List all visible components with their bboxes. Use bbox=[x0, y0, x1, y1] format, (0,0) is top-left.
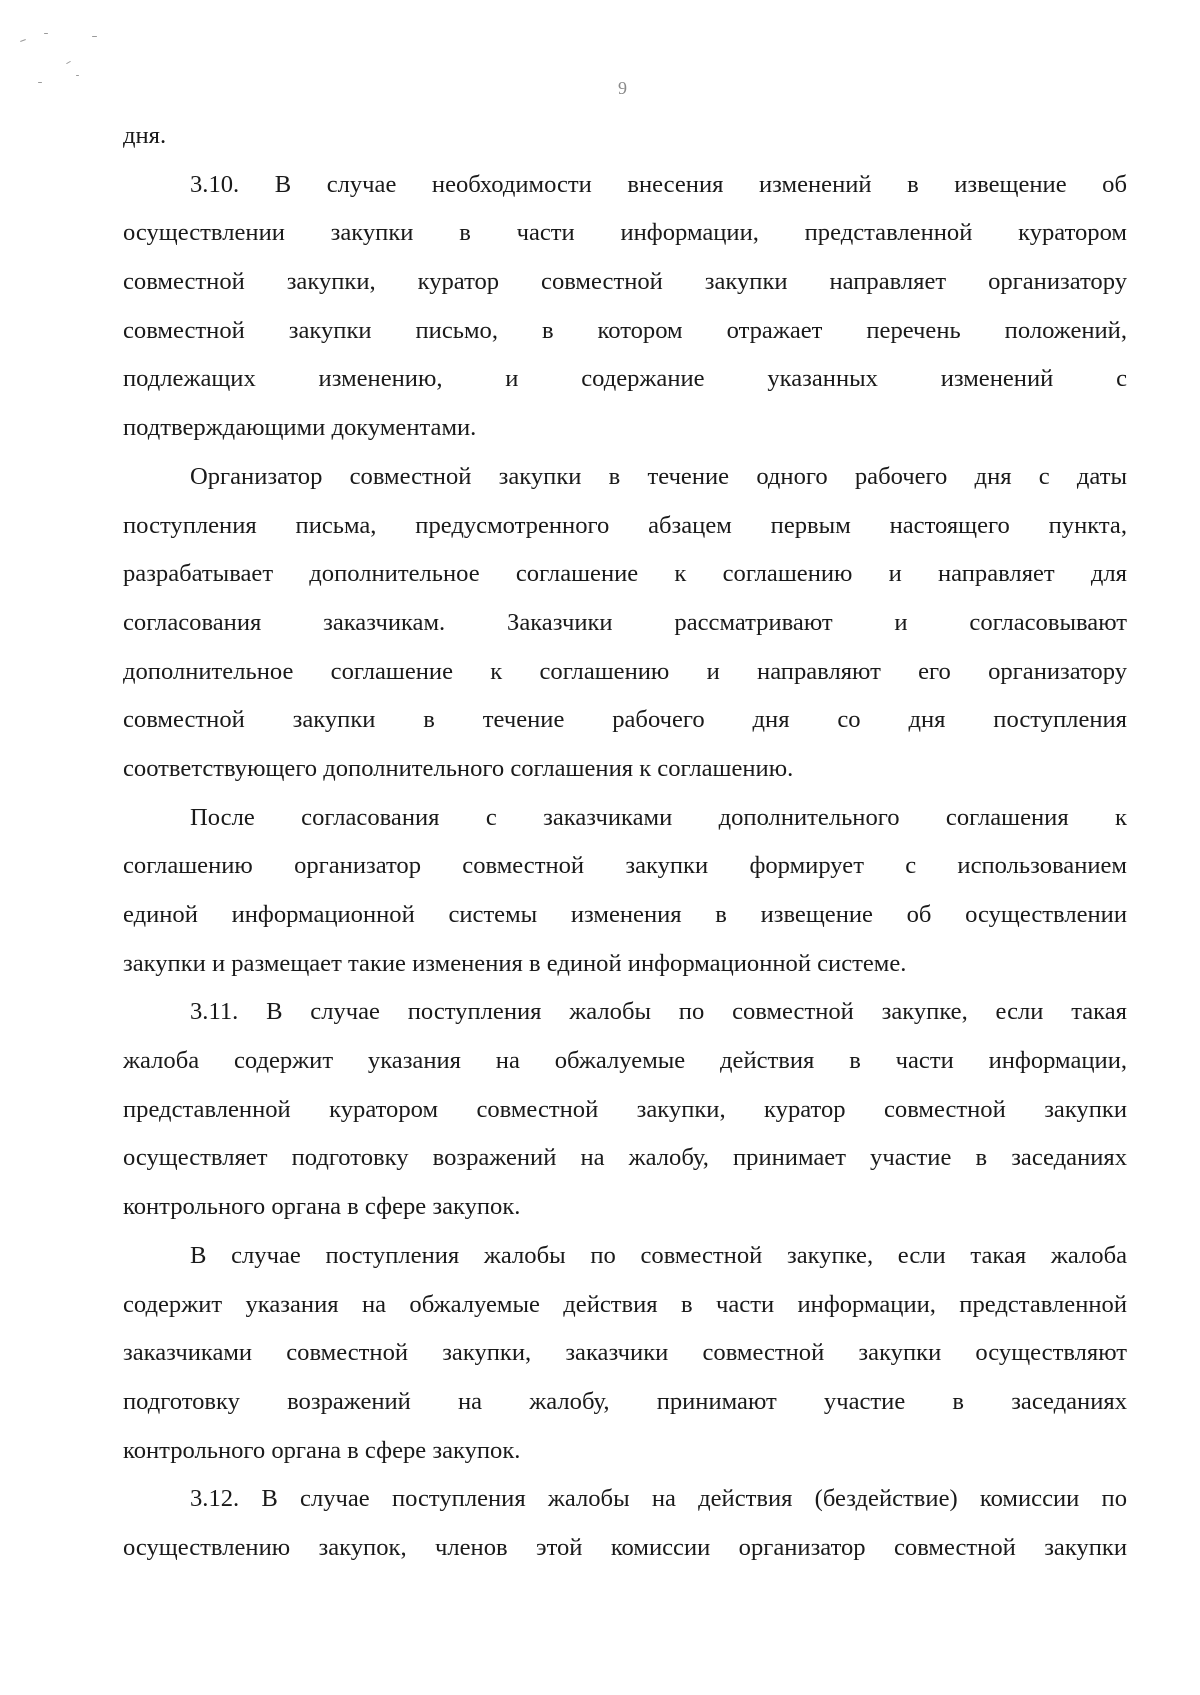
paragraph-continuation bbox=[123, 112, 1127, 161]
paragraph-after-approval bbox=[123, 794, 1127, 989]
paragraph-3-12 bbox=[123, 1475, 1127, 1572]
text-line: осуществляет подготовку возражений на жалобу, принимает участие в заседаниях bbox=[123, 1144, 1127, 1172]
text-line: подтверждающими документами. bbox=[123, 414, 477, 442]
text-line: После согласования с заказчиками дополнительного соглашения к bbox=[190, 803, 1127, 831]
text-line: дня. bbox=[123, 122, 167, 149]
text-line: единой информационной системы изменения в извещение об осуществлении bbox=[123, 901, 1127, 928]
text-line: 3.10. В случае необходимости внесения изменений в извещение об bbox=[190, 170, 1127, 198]
text-line: подлежащих изменению, и содержание указанных изменений с bbox=[123, 365, 1127, 393]
paragraph-complaint-customers bbox=[123, 1232, 1127, 1475]
text-line: совместной закупки письмо, в котором отражает перечень положений, bbox=[123, 316, 1127, 344]
text-line: контрольного органа в сфере закупок. bbox=[123, 1193, 521, 1221]
text-line: совместной закупки, куратор совместной закупки направляет организатору bbox=[123, 268, 1127, 296]
text-line: согласования заказчикам. Заказчики рассматривают и согласовывают bbox=[123, 608, 1127, 636]
text-line: осуществлении закупки в части информации, представленной куратором bbox=[123, 219, 1127, 247]
text-line: 3.11. В случае поступления жалобы по совместной закупке, если такая bbox=[190, 998, 1127, 1026]
scan-speck bbox=[20, 39, 26, 42]
scan-speck bbox=[92, 36, 97, 37]
page-number: 9 bbox=[618, 78, 627, 98]
scan-speck bbox=[44, 33, 48, 34]
text-line: представленной куратором совместной закупки, куратор совместной закупки bbox=[123, 1095, 1127, 1123]
text-line: дополнительное соглашение к соглашению и направляют его организатору bbox=[123, 657, 1127, 685]
text-line: поступления письма, предусмотренного абзацем первым настоящего пункта, bbox=[123, 511, 1127, 539]
text-line: осуществлению закупок, членов этой комиссии организатор совместной закупки bbox=[123, 1533, 1127, 1561]
text-line: подготовку возражений на жалобу, принимают участие в заседаниях bbox=[123, 1387, 1127, 1415]
text-line: закупки и размещает такие изменения в единой информационной системе. bbox=[123, 949, 907, 977]
text-line: В случае поступления жалобы по совместной закупке, если такая жалоба bbox=[190, 1241, 1127, 1269]
text-line: совместной закупки в течение рабочего дня со дня поступления bbox=[123, 706, 1127, 734]
paragraph-organizer bbox=[123, 453, 1127, 794]
document-body bbox=[123, 112, 1127, 1573]
text-line: заказчиками совместной закупки, заказчики совместной закупки осуществляют bbox=[123, 1339, 1127, 1367]
paragraph-3-10 bbox=[123, 161, 1127, 453]
text-line: разрабатывает дополнительное соглашение к соглашению и направляет для bbox=[123, 560, 1127, 588]
text-line: соответствующего дополнительного соглашения к соглашению. bbox=[123, 754, 794, 782]
paragraph-3-11 bbox=[123, 988, 1127, 1231]
text-line: контрольного органа в сфере закупок. bbox=[123, 1436, 521, 1464]
scan-speck bbox=[76, 75, 79, 76]
text-line: Организатор совместной закупки в течение одного рабочего дня с даты bbox=[190, 462, 1127, 490]
scan-speck bbox=[66, 61, 71, 64]
text-line: 3.12. В случае поступления жалобы на действия (бездействие) комиссии по bbox=[190, 1485, 1127, 1513]
text-line: содержит указания на обжалуемые действия в части информации, представленной bbox=[123, 1290, 1127, 1318]
text-line: жалоба содержит указания на обжалуемые действия в части информации, bbox=[123, 1047, 1127, 1075]
text-line: соглашению организатор совместной закупки формирует с использованием bbox=[123, 852, 1127, 880]
